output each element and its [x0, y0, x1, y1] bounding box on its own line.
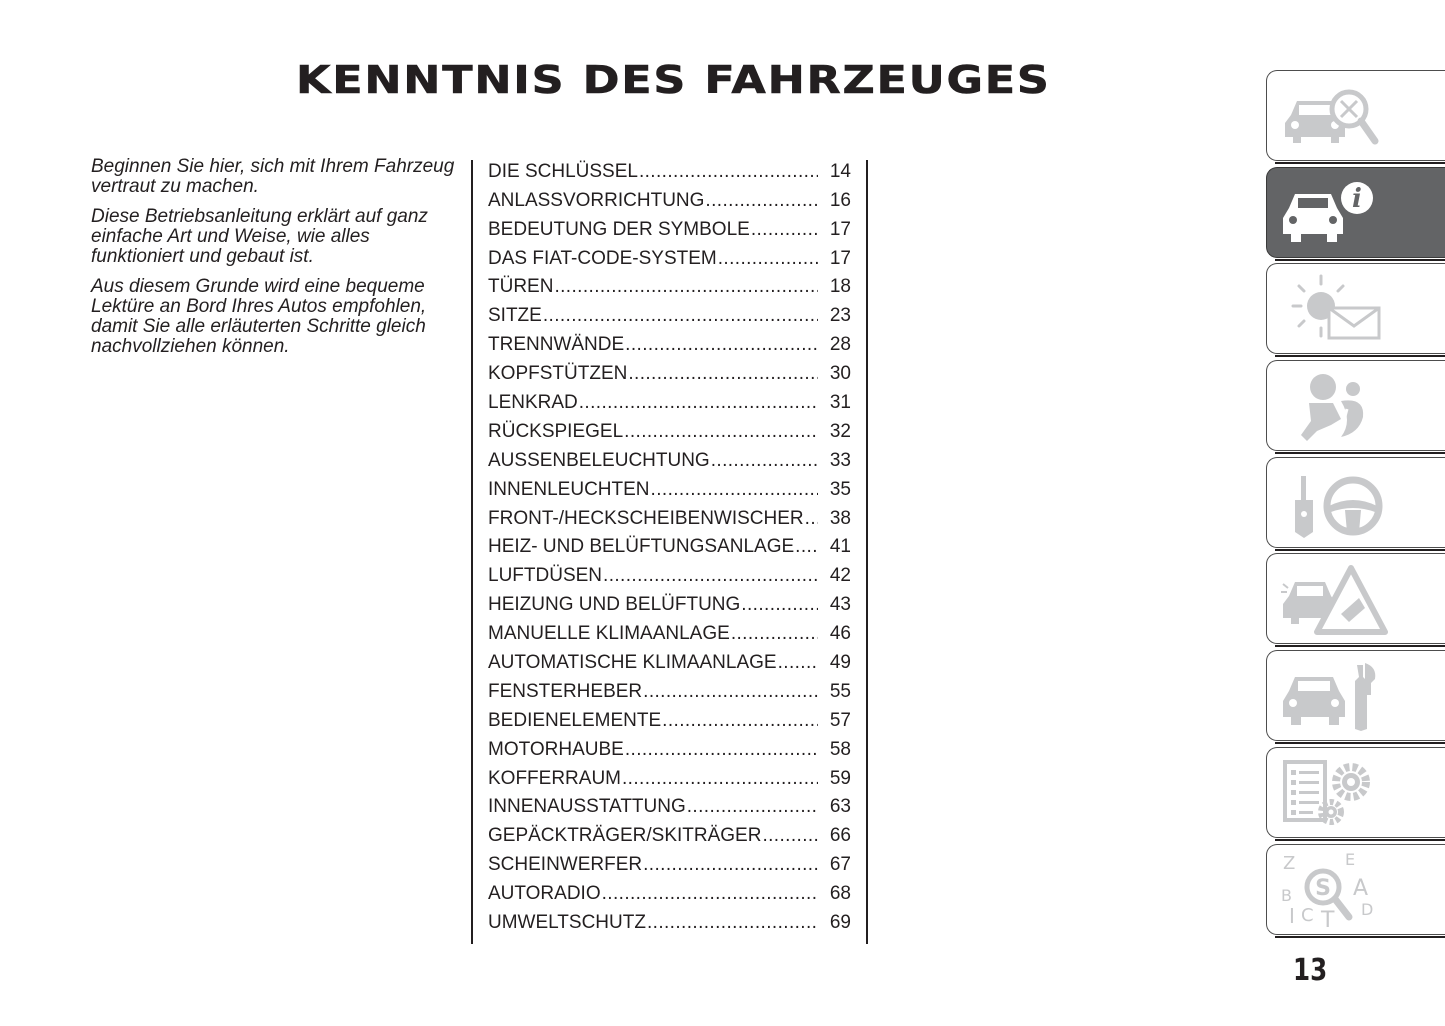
toc-entry-page: 14	[829, 160, 851, 182]
toc-entry-page: 59	[829, 767, 851, 789]
toc-entry[interactable]	[488, 531, 851, 560]
toc-entry[interactable]	[488, 299, 851, 328]
toc-entry-page: 49	[829, 652, 851, 674]
svg-text:D: D	[1361, 899, 1374, 919]
car-search-icon	[1279, 79, 1389, 154]
toc-entry-label: HEIZUNG UND BELÜFTUNG	[488, 594, 741, 616]
chapter-tab-index[interactable]	[1266, 844, 1445, 935]
toc-entry[interactable]	[488, 733, 851, 762]
toc-leader-dots	[651, 478, 818, 502]
toc-entry-label: RÜCKSPIEGEL	[488, 420, 624, 442]
toc-entry[interactable]	[488, 906, 851, 935]
toc-entry-label: SITZE	[488, 305, 542, 327]
toc-entry-page: 41	[829, 536, 851, 558]
toc-entry-label: HEIZ- UND BELÜFTUNGSANLAGE	[488, 536, 795, 558]
toc-entry-page: 43	[829, 594, 851, 616]
airbag-passenger-icon	[1279, 369, 1389, 444]
svg-text:T: T	[1321, 907, 1335, 928]
toc-leader-dots	[731, 622, 818, 646]
toc-entry-page: 66	[829, 825, 851, 847]
toc-entry-label: ANLASSVORRICHTUNG	[488, 189, 705, 211]
toc-entry[interactable]	[488, 155, 851, 184]
toc-entry[interactable]	[488, 848, 851, 877]
toc-leader-dots	[643, 680, 818, 704]
toc-entry[interactable]	[488, 444, 851, 473]
page-title: KENNTNIS DES FAHRZEUGES	[296, 58, 1051, 102]
toc-entry-page: 68	[829, 883, 851, 905]
toc-entry[interactable]	[488, 588, 851, 617]
toc-entry[interactable]	[488, 704, 851, 733]
toc-leader-dots	[711, 449, 818, 473]
toc-leader-dots	[622, 767, 818, 791]
toc-entry-label: DAS FIAT-CODE-SYSTEM	[488, 247, 717, 269]
key-steering-wheel-icon	[1279, 466, 1389, 541]
toc-entry-label: UMWELTSCHUTZ	[488, 912, 646, 934]
toc-entry-page: 17	[829, 218, 851, 240]
toc-entry[interactable]	[488, 791, 851, 820]
toc-entry-label: BEDIENELEMENTE	[488, 709, 662, 731]
toc-entry-page: 17	[829, 247, 851, 269]
toc-leader-dots	[602, 882, 818, 906]
toc-entry-page: 33	[829, 449, 851, 471]
toc-leader-dots	[625, 333, 818, 357]
toc-entry[interactable]	[488, 415, 851, 444]
toc-entry-page: 30	[829, 363, 851, 385]
toc-entry[interactable]	[488, 328, 851, 357]
chapter-tabs	[1266, 70, 1445, 940]
chapter-tab-maintenance[interactable]	[1266, 650, 1445, 741]
toc-entry[interactable]	[488, 213, 851, 242]
toc-entry[interactable]	[488, 357, 851, 386]
table-of-contents	[488, 155, 851, 935]
car-tools-icon	[1279, 659, 1389, 734]
svg-text:A: A	[1353, 875, 1369, 901]
toc-entry-label: INNENAUSSTATTUNG	[488, 796, 686, 818]
chapter-tab-driving[interactable]	[1266, 457, 1445, 548]
specs-gears-icon	[1279, 756, 1389, 831]
toc-leader-dots	[554, 275, 818, 299]
svg-text:C: C	[1301, 904, 1314, 926]
chapter-tab-safety[interactable]	[1266, 360, 1445, 451]
toc-entry[interactable]	[488, 184, 851, 213]
chapter-tab-technical-data[interactable]	[1266, 747, 1445, 838]
toc-entry[interactable]	[488, 386, 851, 415]
toc-entry-page: 28	[829, 334, 851, 356]
svg-text:Z: Z	[1283, 852, 1296, 874]
intro-paragraph: Aus diesem Grunde wird eine bequeme Lektüre an Bord Ihres Autos empfohlen, damit Sie alle erläuterten Schritte gleich nachvollziehen können.	[91, 276, 427, 357]
toc-entry[interactable]	[488, 819, 851, 848]
chapter-tab-car-info[interactable]	[1266, 167, 1445, 258]
toc-leader-dots	[741, 593, 818, 617]
toc-leader-dots	[625, 738, 818, 762]
toc-leader-dots	[778, 651, 818, 675]
toc-leader-dots	[805, 507, 818, 531]
toc-entry-label: TRENNWÄNDE	[488, 334, 625, 356]
toc-entry[interactable]	[488, 877, 851, 906]
toc-entry-label: GEPÄCKTRÄGER/SKITRÄGER	[488, 825, 762, 847]
chapter-tab-emergency[interactable]	[1266, 553, 1445, 644]
toc-leader-dots	[639, 160, 818, 184]
page-number: 13	[1293, 953, 1328, 988]
toc-entry-label: SCHEINWERFER	[488, 854, 643, 876]
toc-leader-dots	[762, 824, 818, 848]
toc-entry-label: MANUELLE KLIMAANLAGE	[488, 623, 730, 645]
toc-entry-page: 55	[829, 680, 851, 702]
toc-leader-dots	[662, 709, 818, 733]
toc-entry-label: DIE SCHLÜSSEL	[488, 160, 638, 182]
toc-leader-dots	[647, 911, 818, 935]
toc-entry-page: 42	[829, 565, 851, 587]
toc-entry-label: INNENLEUCHTEN	[488, 478, 650, 500]
car-accident-warning-icon	[1279, 562, 1389, 637]
toc-leader-dots	[579, 391, 818, 415]
toc-entry-page: 23	[829, 305, 851, 327]
warning-light-message-icon	[1279, 272, 1389, 347]
toc-leader-dots	[543, 304, 818, 328]
svg-text:B: B	[1281, 885, 1292, 905]
toc-entry[interactable]	[488, 646, 851, 675]
chapter-tab-car-search[interactable]	[1266, 70, 1445, 161]
toc-entry-label: AUTORADIO	[488, 883, 601, 905]
toc-leader-dots	[628, 362, 818, 386]
toc-left-rule	[471, 160, 473, 944]
toc-entry-page: 35	[829, 478, 851, 500]
toc-leader-dots	[795, 535, 818, 559]
car-info-icon	[1279, 176, 1389, 251]
toc-leader-dots	[718, 247, 818, 271]
chapter-tab-warning-lights[interactable]	[1266, 263, 1445, 354]
toc-entry-page: 67	[829, 854, 851, 876]
toc-entry-page: 46	[829, 623, 851, 645]
toc-entry[interactable]	[488, 502, 851, 531]
intro-paragraph: Diese Betriebsanleitung erklärt auf ganz einfache Art und Weise, wie alles funktioniert und gebaut ist.	[91, 206, 428, 267]
toc-leader-dots	[603, 564, 818, 588]
svg-text:E: E	[1345, 852, 1356, 869]
intro-text	[91, 157, 461, 367]
alphabetical-index-icon	[1279, 853, 1389, 928]
toc-entry-label: KOPFSTÜTZEN	[488, 363, 628, 385]
toc-entry-page: 38	[829, 507, 851, 529]
toc-entry-label: MOTORHAUBE	[488, 738, 624, 760]
svg-text:i: i	[1352, 183, 1362, 214]
toc-entry[interactable]	[488, 473, 851, 502]
toc-entry-page: 31	[829, 392, 851, 414]
toc-entry-label: AUTOMATISCHE KLIMAANLAGE	[488, 652, 777, 674]
toc-entry-label: FENSTERHEBER	[488, 680, 643, 702]
toc-entry-page: 16	[829, 189, 851, 211]
toc-entry-label: TÜREN	[488, 276, 554, 298]
toc-entry-label: BEDEUTUNG DER SYMBOLE	[488, 218, 750, 240]
toc-entry-label: KOFFERRAUM	[488, 767, 621, 789]
svg-text:S: S	[1315, 875, 1331, 901]
toc-entry-label: LENKRAD	[488, 392, 578, 414]
toc-entry[interactable]	[488, 617, 851, 646]
toc-entry[interactable]	[488, 242, 851, 271]
toc-entry-page: 18	[829, 276, 851, 298]
toc-right-rule	[866, 160, 868, 944]
toc-leader-dots	[705, 189, 818, 213]
toc-leader-dots	[624, 420, 818, 444]
toc-leader-dots	[643, 853, 818, 877]
svg-text:I: I	[1289, 903, 1295, 928]
toc-entry[interactable]	[488, 762, 851, 791]
toc-leader-dots	[751, 218, 818, 242]
intro-paragraph: Beginnen Sie hier, sich mit Ihrem Fahrzeug vertraut zu machen.	[91, 156, 455, 197]
toc-entry-page: 32	[829, 420, 851, 442]
toc-entry-label: AUSSENBELEUCHTUNG	[488, 449, 710, 471]
toc-entry-label: LUFTDÜSEN	[488, 565, 603, 587]
toc-leader-dots	[687, 795, 818, 819]
toc-entry-page: 69	[829, 912, 851, 934]
toc-entry[interactable]	[488, 559, 851, 588]
toc-entry[interactable]	[488, 675, 851, 704]
toc-entry-page: 58	[829, 738, 851, 760]
toc-entry-label: FRONT-/HECKSCHEIBENWISCHER	[488, 507, 804, 529]
toc-entry-page: 63	[829, 796, 851, 818]
toc-entry-page: 57	[829, 709, 851, 731]
toc-entry[interactable]	[488, 271, 851, 300]
